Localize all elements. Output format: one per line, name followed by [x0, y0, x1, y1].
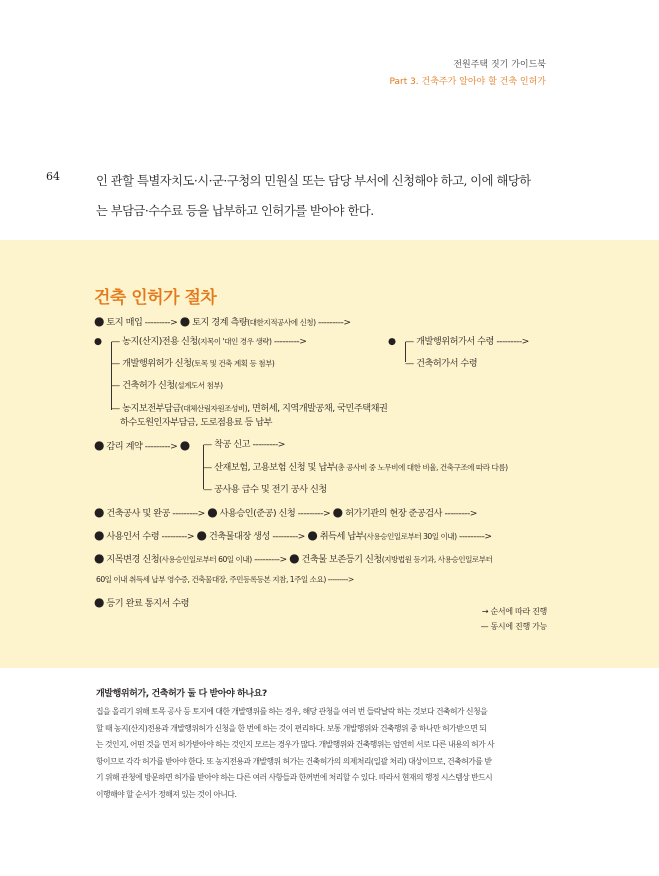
bullet-icon: ●	[94, 551, 104, 565]
arrow-icon: --------->	[273, 336, 307, 347]
arrow-icon: --------->	[252, 439, 285, 450]
bullet-icon: ●	[196, 528, 207, 542]
qna-line: 할 때 농지(산지)전용과 개발행위허가 신청을 한 번에 하는 것이 편리하다. 보통 개발행위와 건축행위 중 하나만 허가받으면 되	[96, 723, 487, 733]
bullet-icon: ●	[94, 336, 102, 347]
bullet-icon: ●	[94, 438, 104, 452]
flow-row-d	[94, 596, 189, 610]
legend-parallel: — 동시에 진행 가능	[480, 622, 547, 631]
qna-line: 항이므로 각각 허가를 받아야 한다. 또 농지전용과 개발행위 허가는 건축허가의 의제처리(일괄 처리) 대상이므로, 건축허가를 받	[96, 756, 492, 766]
qna-question: 개발행위허가, 건축허가 둘 다 받아야 하나요?	[96, 689, 267, 699]
arrow-icon: --------->	[496, 336, 529, 347]
bullet-icon: ●	[207, 505, 218, 519]
intro-line: 는 부담금·수수료 등을 납부하고 인허가를 받아야 한다.	[96, 204, 374, 218]
bullet-icon: ●	[179, 438, 190, 452]
step-building-permit-receipt: — 건축허가서 수령	[405, 358, 478, 369]
step-construction: 건축공사 및 완공	[106, 508, 170, 519]
flow-row-c	[94, 552, 492, 566]
step-use-approval: 사용승인(준공) 신청	[219, 508, 296, 519]
arrow-icon: --------->	[144, 317, 178, 328]
arrow-icon: --------->	[444, 508, 477, 519]
qna-line: 기 위해 관청에 방문하면 허가를 받아야 하는 다른 여러 사항들과 한꺼번에 처리할 수 있다. 따라서 현재의 행정 시스템상 반드시	[96, 773, 493, 782]
step-farmland-conversion: — 농지(산지)전용 신청(지목이 '대인 경우 생략) --------->	[111, 336, 307, 347]
step-land-purchase: 토지 매입	[106, 317, 143, 328]
arrow-icon: --------->	[318, 317, 351, 328]
arrow-icon: --------->	[144, 441, 178, 452]
book-title: 전원주택 짓기 가이드북	[453, 60, 546, 70]
step-start-report: — 착공 신고 --------->	[203, 439, 285, 450]
legend-sequential: → 순서에 따라 진행	[481, 607, 547, 616]
flow-row-c-continued: 60일 이내 취득세 납부 영수증, 건축물대장, 주민등록등본 지참, 1주일 소요) --------->	[96, 575, 354, 584]
step-land-category-change: 지목변경 신청	[106, 554, 160, 565]
page-number: 64	[46, 170, 60, 183]
flow-supervision	[94, 439, 190, 453]
bullet-icon: ●	[388, 336, 396, 347]
step-inspection: 허가기관의 현장 준공검사	[345, 508, 443, 519]
step-insurance: — 산재보험, 고용보험 신청 및 납부(총 공사비 중 노무비에 대한 비율, 건축구조에 따라 다름)	[203, 462, 508, 473]
qna-answer	[96, 704, 564, 803]
bullet-icon: ●	[94, 505, 104, 519]
flow-row-b	[94, 529, 492, 543]
tree-connector	[111, 342, 112, 410]
intro-line: 인 관할 특별자치도·시·군·구청의 민원실 또는 담당 부서에 신청해야 하고, 이에 해당하	[96, 174, 531, 188]
arrow-icon: --------->	[272, 531, 305, 542]
arrow-icon: --------->	[297, 508, 331, 519]
bullet-icon: ●	[332, 505, 343, 519]
step-dev-permit-receipt: — 개발행위허가서 수령 --------->	[405, 336, 529, 347]
bullet-icon: ●	[289, 551, 300, 565]
step-acquisition-tax-note: (사용승인일로부터 30일 이내)	[364, 532, 457, 541]
bullet-icon: ●	[307, 528, 318, 542]
procedure-title: 건축 인허가 절차	[94, 288, 217, 308]
bullet-icon: ●	[179, 314, 190, 328]
step-registration-note: (지방법원 등기과, 사용승인일로부터	[381, 555, 493, 564]
qna-line: 이행해야 할 순서가 정해져 있는 것이 아니다.	[96, 789, 237, 799]
arrow-icon: --------->	[459, 531, 492, 542]
step-charges: — 농지보전부담금(대체산림자원조성비), 면허세, 지역개발공채, 국민주택채권	[111, 403, 388, 414]
bullet-icon: ●	[94, 528, 104, 542]
step-building-register: 건축물대장 생성	[208, 531, 270, 542]
flow-row-1	[94, 315, 351, 329]
arrow-icon: --------->	[172, 508, 205, 519]
intro-paragraph	[96, 166, 566, 226]
arrow-icon: --------->	[161, 531, 195, 542]
arrow-icon: --------->	[254, 554, 287, 565]
step-acquisition-tax: 취득세 납부	[319, 531, 365, 542]
part-title: Part 3. 건축주가 알아야 할 건축 인허가	[389, 77, 546, 87]
running-header	[389, 57, 546, 91]
bullet-icon: ●	[94, 595, 104, 609]
qna-line: 집을 올리기 위해 토목 공사 등 토지에 대한 개발행위를 하는 경우, 해당 관청을 여러 번 들락날락 하는 것보다 건축허가 신청을	[96, 707, 488, 716]
bullet-icon: ●	[94, 314, 104, 328]
step-charges-line2: 하수도원인자부담금, 도로점용료 등 납부	[120, 417, 273, 428]
arrow-icon: --------->	[327, 575, 354, 584]
step-utilities: — 공사용 급수 및 전기 공사 신청	[203, 484, 327, 495]
qna-line: 는 것인지, 어떤 것을 먼저 허가받아야 하는 것인지 모르는 경우가 많다. 개발행위와 건축행위는 엄연히 서로 다른 내용의 허가 사	[96, 740, 495, 749]
step-development-permit: — 개발행위허가 신청(토목 및 건축 계획 등 첨부)	[111, 358, 275, 369]
step-land-category-note: (사용승인일로부터 60일 이내)	[159, 555, 252, 564]
step-registration: 건축물 보존등기 신청	[301, 554, 382, 565]
step-survey-note: (대한지적공사에 신청)	[247, 318, 316, 327]
step-registration-complete: 등기 완료 통지서 수령	[106, 598, 190, 609]
step-building-permit: — 건축허가 신청(설계도서 첨부)	[111, 380, 223, 391]
step-survey: 토지 경계 측량	[192, 317, 248, 328]
step-certificate: 사용인서 수령	[106, 531, 160, 542]
flow-row-a	[94, 506, 477, 520]
step-supervision-contract: 감리 계약	[106, 441, 143, 452]
